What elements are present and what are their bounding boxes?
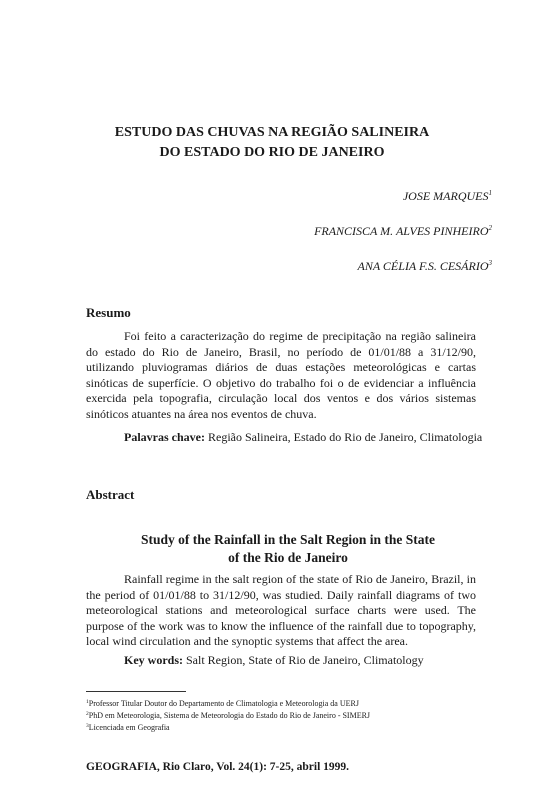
keywords-text: Salt Region, State of Rio de Janeiro, Climatology	[183, 653, 424, 667]
footnote-2	[86, 709, 370, 721]
abstract-keywords	[124, 653, 424, 668]
footnote-mark: 3	[86, 723, 89, 729]
author-name: ANA CÉLIA F.S. CESÁRIO	[357, 259, 489, 273]
title-line-1: ESTUDO DAS CHUVAS NA REGIÃO SALINEIRA	[114, 125, 430, 140]
keywords-label: Palavras chave:	[124, 430, 205, 444]
footnote-mark: 1	[86, 699, 89, 705]
abstract-heading: Abstract	[86, 487, 135, 502]
footnote-mark: 3	[488, 259, 492, 267]
footnote-mark: 2	[86, 711, 89, 717]
footnote-text: Licenciada em Geografia	[88, 723, 170, 732]
title-line-2: DO ESTADO DO RIO DE JANEIRO	[159, 145, 385, 160]
abstract-title-line-2: of the Rio de Janeiro	[228, 550, 348, 565]
journal-citation: GEOGRAFIA, Rio Claro, Vol. 24(1): 7-25, abril 1999.	[86, 761, 350, 773]
footnote-text: Professor Titular Doutor do Departamento de Climatologia e Meteorologia da UERJ	[88, 699, 359, 708]
author-name: JOSE MARQUES	[402, 189, 489, 203]
keywords-label: Key words:	[124, 653, 183, 667]
footnote-1	[86, 697, 359, 709]
footnote-text: PhD em Meteorologia, Sistema de Meteorologia do Estado do Rio de Janeiro - SIMERJ	[88, 711, 371, 720]
author-2	[314, 221, 492, 238]
footnote-mark: 2	[488, 224, 492, 232]
abstract-body: Rainfall regime in the salt region of the state of Rio de Janeiro, Brazil, in the period of 01/01/88 to 31/12/90, was studied. Daily rainfall diagrams of two meteorological stations and meteorological surface charts were used. The purpose of the work was to know the influence of the rainfall due to topography, local wind circulation and the synoptic systems that affect the area.	[86, 572, 476, 648]
resumo-heading: Resumo	[86, 305, 131, 320]
author-1	[403, 186, 492, 203]
footnote-divider	[86, 691, 186, 692]
abstract-title-line-1: Study of the Rainfall in the Salt Region in the State	[140, 532, 436, 547]
author-3	[357, 256, 492, 273]
author-name: FRANCISCA M. ALVES PINHEIRO	[314, 224, 489, 238]
footnote-3	[86, 721, 170, 733]
keywords-text: Região Salineira, Estado do Rio de Janeiro, Climatologia	[204, 430, 483, 444]
footnote-mark: 1	[488, 189, 492, 197]
resumo-body: Foi feito a caracterização do regime de precipitação na região salineira do estado do Rio de Janeiro, Brasil, no período de 01/01/88 a 31/12/90, utilizando pluviogramas diários de duas estações meteorológicas e cartas sinóticas de superfície. O objetivo do trabalho foi o de evidenciar a influência exercida pela topografia, circulação local dos ventos e dos vários sistemas sinóticos atuantes na área nos eventos de chuva.	[86, 329, 476, 421]
resumo-keywords	[124, 430, 482, 445]
